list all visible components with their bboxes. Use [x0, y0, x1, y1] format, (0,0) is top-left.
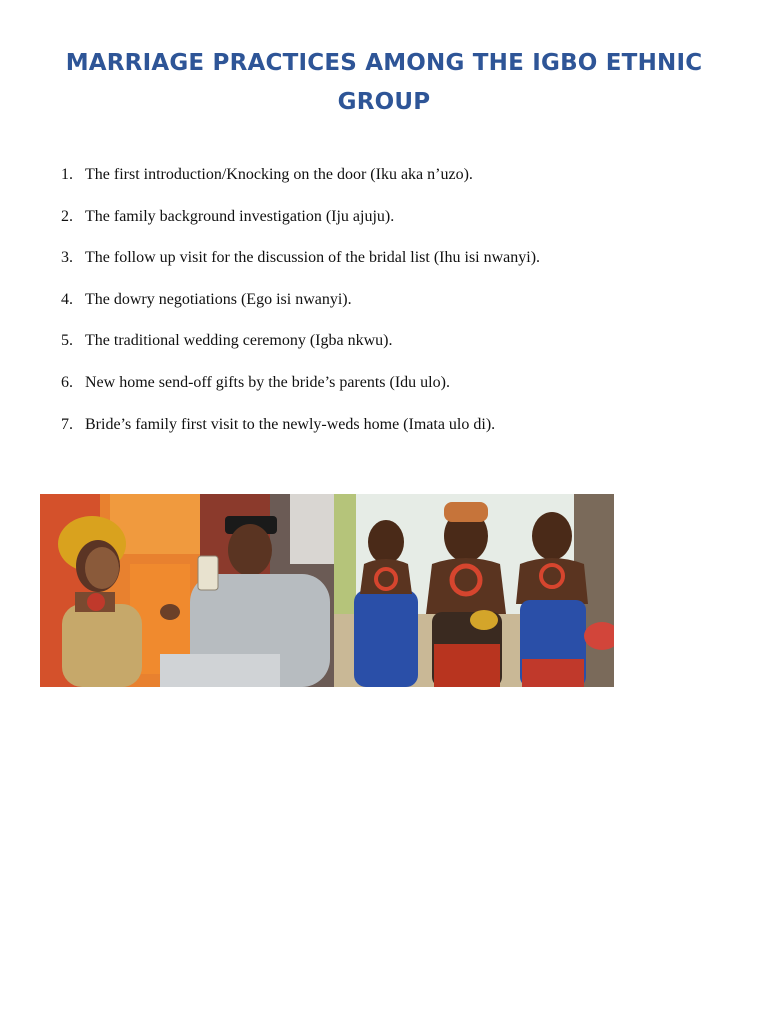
list-item-number: 3. — [61, 249, 73, 267]
list-item-text: The family background investigation (Iju ajuju). — [85, 207, 395, 225]
list-item-number: 2. — [61, 207, 73, 225]
list-item — [61, 372, 540, 414]
list-item-text: Bride’s family first visit to the newly-weds home (Imata ulo di). — [85, 415, 496, 433]
list-item-number: 1. — [61, 166, 73, 183]
list-item — [61, 289, 540, 331]
list-item — [61, 414, 540, 456]
list-item-text: The first introduction/Knocking on the door (Iku aka n’uzo). — [85, 166, 473, 183]
list-item-number: 5. — [61, 332, 73, 350]
page-title — [0, 44, 768, 122]
dancers-photo — [334, 494, 614, 687]
list-item — [61, 164, 540, 206]
list-item — [61, 330, 540, 372]
wedding-photos — [40, 494, 614, 687]
list-item-number: 4. — [61, 290, 73, 308]
list-item-text: The traditional wedding ceremony (Igba nkwu). — [85, 332, 393, 350]
list-item-number: 6. — [61, 373, 73, 391]
couple-photo — [40, 494, 334, 687]
practices-list — [61, 164, 540, 455]
list-item-number: 7. — [61, 415, 73, 433]
list-item-text: The follow up visit for the discussion of the bridal list (Ihu isi nwanyi). — [85, 249, 541, 267]
page-title-line-2: GROUP — [337, 89, 431, 115]
list-item-text: The dowry negotiations (Ego isi nwanyi). — [85, 290, 352, 308]
page-title-line-1: MARRIAGE PRACTICES AMONG THE IGBO ETHNIC — [65, 50, 703, 76]
list-item — [61, 247, 540, 289]
list-item-text: New home send-off gifts by the bride’s parents (Idu ulo). — [85, 373, 450, 391]
list-item — [61, 206, 540, 248]
